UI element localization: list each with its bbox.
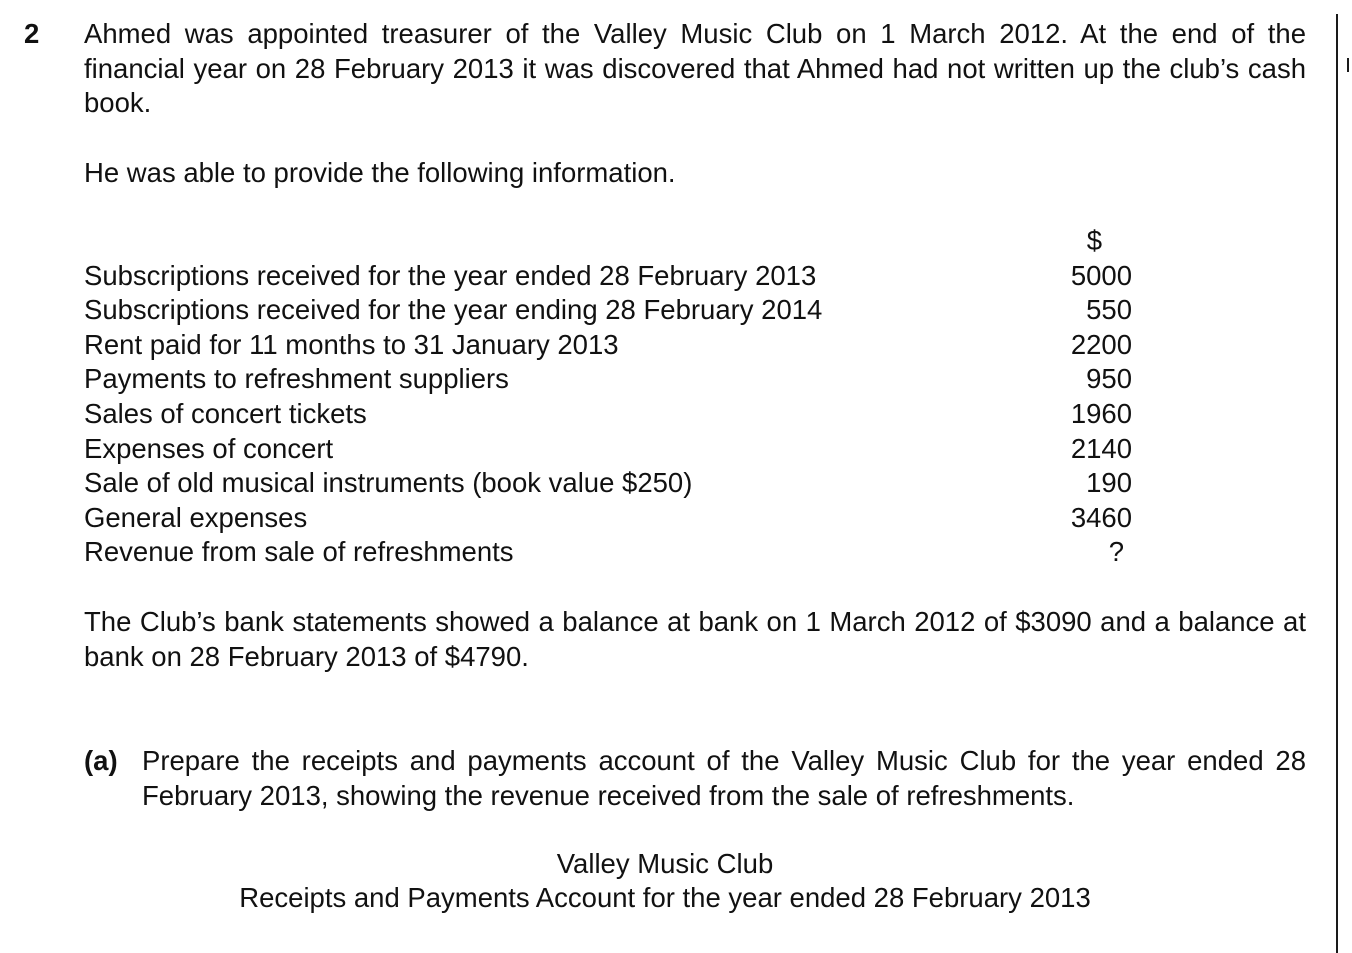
info-row-label: Sales of concert tickets <box>84 397 367 429</box>
currency-header-row <box>84 224 1144 259</box>
info-row <box>84 259 1144 294</box>
margin-tick <box>1347 58 1349 72</box>
info-row-amount: 2200 <box>1070 328 1132 360</box>
info-row-label: General expenses <box>84 501 308 533</box>
info-row <box>84 328 1144 363</box>
info-row-label: Rent paid for 11 months to 31 January 2013 <box>84 328 619 360</box>
currency-header: $ <box>1086 225 1102 256</box>
provide-statement: He was able to provide the following information. <box>84 157 676 188</box>
info-row-amount: 190 <box>1086 467 1132 499</box>
part-a-label: (a) <box>84 745 118 776</box>
info-row <box>84 293 1144 328</box>
margin-rule <box>1336 14 1338 953</box>
question-number: 2 <box>24 18 40 49</box>
part-a-text: Prepare the receipts and payments account of the Valley Music Club for the year ended 28 February 2013, showing the revenue received from the sale of refreshments. <box>142 745 1306 811</box>
information-table <box>84 224 1144 570</box>
info-row <box>84 466 1144 501</box>
info-row-label: Expenses of concert <box>84 432 334 464</box>
info-row <box>84 362 1144 397</box>
question-intro: Ahmed was appointed treasurer of the Valley Music Club on 1 March 2012. At the end of the financial year on 28 February 2013 it was discovered that Ahmed had not written up the club’s cash book. <box>84 18 1306 119</box>
info-row <box>84 501 1144 536</box>
info-row-label: Revenue from sale of refreshments <box>84 536 514 568</box>
info-row-amount: 3460 <box>1070 501 1132 533</box>
info-row-label: Subscriptions received for the year ending 28 February 2014 <box>84 294 823 326</box>
info-row-amount: 950 <box>1086 363 1132 395</box>
club-name-heading: Valley Music Club <box>556 848 774 879</box>
info-row-amount: 550 <box>1086 294 1132 326</box>
info-row-amount: 2140 <box>1070 432 1132 464</box>
info-row-label: Subscriptions received for the year ended 28 February 2013 <box>84 259 817 291</box>
info-row-label: Payments to refreshment suppliers <box>84 363 509 395</box>
info-row <box>84 397 1144 432</box>
info-row-label: Sale of old musical instruments (book value $250) <box>84 467 693 499</box>
bank-statement-paragraph: The Club’s bank statements showed a balance at bank on 1 March 2012 of $3090 and a balance at bank on 28 February 2013 of $4790. <box>84 606 1306 672</box>
account-title-heading: Receipts and Payments Account for the year ended 28 February 2013 <box>239 882 1091 913</box>
info-row <box>84 535 1144 570</box>
info-row <box>84 432 1144 467</box>
info-row-amount: ? <box>1108 536 1124 568</box>
info-row-amount: 5000 <box>1070 259 1132 291</box>
info-row-amount: 1960 <box>1070 397 1132 429</box>
